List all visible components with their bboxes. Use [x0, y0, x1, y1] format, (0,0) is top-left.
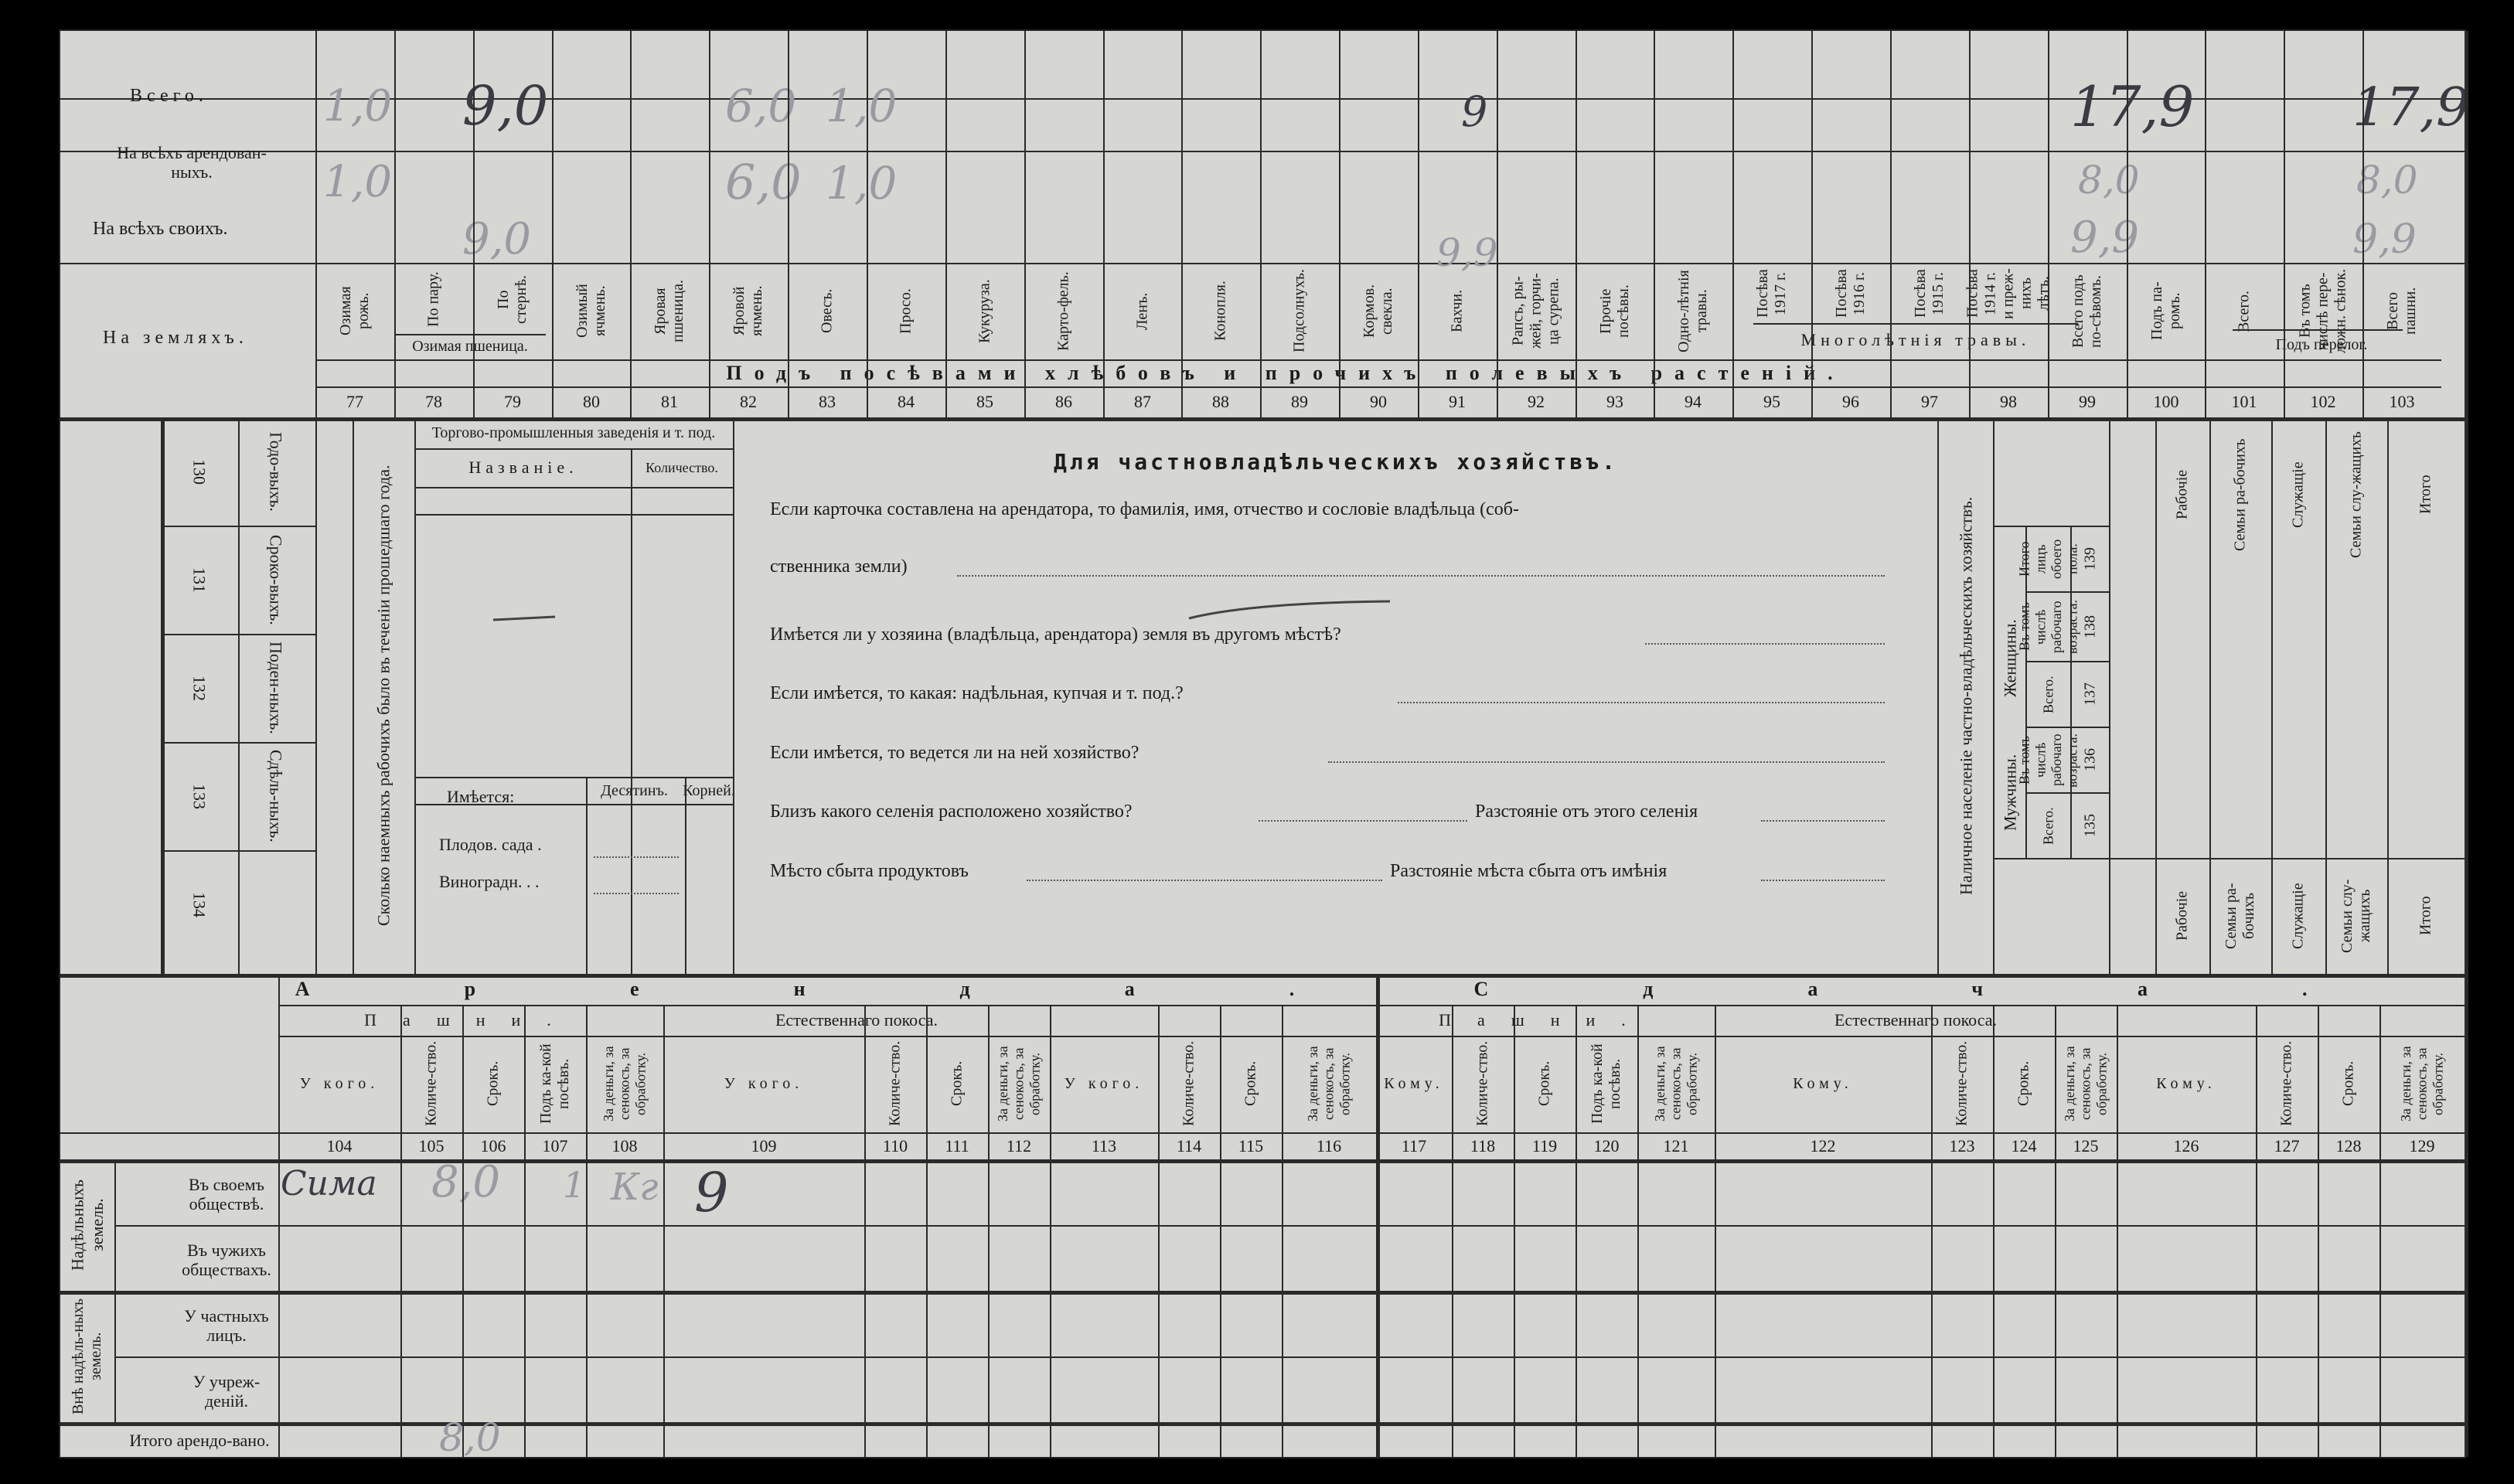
lease-num-12: 116	[1316, 1136, 1342, 1156]
trade-title: Торгово-промышленныя заведенія и т. под.	[431, 424, 716, 441]
hw-rent-3: 1	[563, 1164, 586, 1206]
census-card	[60, 31, 2470, 1460]
crop-divider	[1339, 31, 1340, 417]
lease-group-divider	[2117, 1005, 2118, 1036]
men-working-label: Въ томъ числѣ рабочаго возраста.	[2016, 733, 2080, 788]
crop-col-0: Озимая рожь.	[337, 286, 372, 336]
lease-divider	[1514, 1005, 1515, 1457]
lease-num-23: 127	[2274, 1136, 2300, 1156]
crop-divider	[2127, 31, 2128, 417]
lease-head-7: Срокъ.	[948, 1060, 966, 1107]
hw-total-7: 17,9	[2352, 77, 2470, 138]
pen-strokes	[478, 587, 1715, 634]
lease-head-21: За деньги, за сенокосъ, за обработку.	[2061, 1046, 2110, 1122]
vineyard-label: Виноградн. . .	[439, 872, 540, 891]
crop-divider	[709, 31, 710, 417]
lease-divider	[586, 1005, 588, 1457]
mid-label-1: Сроко-выхъ.	[266, 534, 286, 625]
crop-col-25: Въ томъ числѣ пере-ложн. сѣнок.	[2296, 268, 2349, 354]
lease-divider	[1452, 1005, 1453, 1457]
hw-rented-4: 8,0	[2078, 158, 2140, 203]
hw-own-3: 9,9	[2070, 213, 2140, 263]
private-line3: Имѣется ли у хозяина (владѣльца, арендатора) земля въ другомъ мѣстѣ?	[770, 625, 1341, 645]
pop-col-bot-2: Служащіе	[2289, 883, 2307, 949]
crop-col-16: Прочіе посѣвы.	[1597, 284, 1632, 338]
mid-num-3: 133	[189, 783, 210, 809]
lease-head-6: Количе-ство.	[886, 1040, 904, 1127]
lease-num-6: 110	[882, 1136, 908, 1156]
crop-divider	[1103, 31, 1105, 417]
lease-head-25: За деньги, за сенокосъ, за обработку.	[2397, 1046, 2446, 1122]
crop-num-21: 98	[2000, 392, 2017, 412]
crop-col-2: По стернѣ.	[495, 274, 530, 325]
crop-num-23: 100	[2153, 392, 2179, 412]
crop-num-20: 97	[1921, 392, 1938, 412]
lease-divider	[663, 1005, 665, 1457]
mid-divider	[238, 417, 240, 974]
roots-label: Корней.	[683, 781, 735, 799]
pop-col-top-1: Семьи ра-бочихъ	[2231, 438, 2249, 551]
crop-col-7: Просо.	[897, 288, 915, 334]
row-other-society: Въ чужихъ обществахъ.	[182, 1240, 271, 1279]
hw-own-2: 9,9	[1436, 230, 1498, 275]
crop-num-25: 102	[2310, 392, 2336, 412]
crop-num-13: 90	[1370, 392, 1387, 412]
private-line4: Если имѣется, то какая: надѣльная, купчая и т. под.?	[770, 683, 1184, 703]
itogo-both-label: Итого лицъ обоего пола.	[2016, 539, 2080, 580]
lease-num-10: 114	[1176, 1136, 1202, 1156]
lease-head-20: Срокъ.	[2015, 1060, 2032, 1107]
fallow-group: Подъ перелог.	[2275, 335, 2368, 353]
crop-num-2: 79	[504, 392, 521, 412]
nadel-label: Надѣльныхъ земель.	[67, 1179, 107, 1271]
hw-rent-2: 8,0	[431, 1157, 501, 1207]
has-label: Имѣется:	[447, 787, 515, 806]
crop-col-24: Всего.	[2235, 290, 2253, 332]
row-institutions: У учреж-деній.	[192, 1371, 261, 1411]
lease-head-11: Срокъ.	[1242, 1060, 1259, 1107]
lease-head-24: Срокъ.	[2339, 1060, 2357, 1107]
lease-divider	[1637, 1005, 1639, 1457]
crop-divider	[394, 31, 396, 417]
lease-divider	[2256, 1005, 2257, 1457]
mid-num-4: 134	[189, 891, 210, 917]
lease-head-2: Срокъ.	[484, 1060, 502, 1107]
lease-divider	[1993, 1005, 1995, 1457]
hw-own-4: 9,9	[2352, 216, 2417, 263]
lease-head-12: За деньги, за сенокосъ, за обработку.	[1304, 1046, 1353, 1122]
private-line5: Если имѣется, то ведется ли на ней хозяйство?	[770, 743, 1139, 763]
hw-rented-1: 1,0	[323, 157, 393, 207]
pop-col-bot-1: Семьи ра-бочихъ	[2223, 883, 2257, 949]
lease-divider	[2117, 1005, 2118, 1457]
women-working-label: Въ томъ числѣ рабочаго возраста.	[2016, 599, 2080, 655]
lease-num-5: 109	[751, 1136, 777, 1156]
crop-num-12: 89	[1291, 392, 1308, 412]
private-line1: Если карточка составлена на арендатора, то фамилія, имя, отчество и сословіе владѣльца (соб-	[770, 499, 1520, 519]
lease-divider	[1050, 1005, 1051, 1457]
row-private-persons: У частныхъ лицъ.	[184, 1305, 269, 1345]
hw-total-4: 1,0	[826, 80, 898, 132]
crop-num-8: 85	[976, 392, 993, 412]
crop-divider	[552, 31, 554, 417]
crop-num-4: 81	[661, 392, 678, 412]
lease-head-10: Количе-ство.	[1180, 1040, 1197, 1127]
hw-rent-5: 9	[694, 1161, 729, 1224]
lease-group-divider	[1050, 1005, 1051, 1036]
mid-num-1: 131	[189, 567, 210, 593]
crop-divider	[1654, 31, 1655, 417]
private-line6a: Близъ какого селенія расположено хозяйство?	[770, 802, 1133, 822]
lease-head-14: Количе-ство.	[1473, 1040, 1491, 1127]
sdacha-banner: Сдача.	[1473, 978, 2462, 1001]
crop-num-19: 96	[1842, 392, 1859, 412]
crop-divider	[867, 31, 868, 417]
lease-num-20: 124	[2011, 1136, 2037, 1156]
lease-num-9: 113	[1091, 1136, 1117, 1156]
hw-total-5: 9	[1461, 87, 1488, 136]
crop-num-15: 92	[1528, 392, 1545, 412]
crop-divider	[1576, 31, 1577, 417]
crop-num-5: 82	[740, 392, 757, 412]
mid-label-3: Сдѣль-ныхъ.	[266, 750, 286, 842]
crop-num-11: 88	[1212, 392, 1229, 412]
crop-col-19: Посѣва 1916 г.	[1833, 269, 1868, 318]
crop-col-11: Конопля.	[1211, 281, 1229, 342]
lease-divider	[988, 1005, 990, 1457]
lease-group-1: Естественнаго покоса.	[775, 1010, 938, 1030]
population-title: Наличное населеніе частно-владѣльческихъ хозяйствъ.	[1956, 496, 1976, 895]
crop-divider	[2284, 31, 2285, 417]
lease-divider	[864, 1005, 866, 1457]
lease-group-2: Пашни.	[1439, 1010, 1652, 1030]
crop-num-14: 91	[1449, 392, 1466, 412]
crop-divider	[1260, 31, 1262, 417]
crop-col-4: Яровая пшеница.	[652, 280, 686, 342]
lease-head-4: За деньги, за сенокосъ, за обработку.	[600, 1046, 649, 1122]
hw-total-2: 9,0	[462, 74, 549, 138]
hired-workers-title: Сколько наемныхъ рабочихъ было въ теченіи прошедшаго года.	[373, 465, 393, 927]
crop-col-10: Ленъ.	[1133, 292, 1151, 330]
hw-rented-5: 8,0	[2356, 158, 2418, 203]
crop-num-18: 95	[1763, 392, 1780, 412]
perennial-group: Многолѣтнія травы.	[1800, 330, 2031, 350]
lease-head-17: За деньги, за сенокосъ, за обработку.	[1651, 1046, 1700, 1122]
lease-num-2: 106	[480, 1136, 506, 1156]
hw-rented-3: 1,0	[826, 157, 898, 209]
crop-col-23: Подъ па-ромъ.	[2148, 281, 2183, 341]
crop-col-14: Бахчи.	[1448, 289, 1466, 333]
row-total-label: Всего.	[130, 86, 208, 106]
row-total-rented: Итого арендо-вано.	[129, 1431, 270, 1451]
crop-num-9: 86	[1055, 392, 1072, 412]
num-135: 135	[2081, 814, 2099, 838]
crop-col-3: Озимый ячмень.	[574, 284, 608, 339]
lease-divider	[2318, 1005, 2319, 1457]
crop-divider	[1024, 31, 1026, 417]
winter-wheat-group: Озимая пшеница.	[412, 337, 528, 355]
crop-divider	[2048, 31, 2049, 417]
pop-col-top-3: Семьи слу-жащихъ	[2347, 431, 2365, 558]
private-line2: ственника земли)	[770, 556, 908, 577]
crop-col-12: Подсолнухъ.	[1290, 269, 1308, 353]
lease-num-24: 128	[2335, 1136, 2362, 1156]
lease-num-21: 125	[2073, 1136, 2099, 1156]
crop-divider	[945, 31, 947, 417]
hw-total-6: 17,9	[2070, 74, 2195, 139]
pop-col-top-0: Рабочіе	[2173, 469, 2191, 520]
crop-divider	[1497, 31, 1498, 417]
hw-total-3: 6,0	[725, 80, 797, 132]
hw-rent-4: Кг	[611, 1166, 659, 1209]
lease-num-0: 104	[326, 1136, 353, 1156]
crop-divider	[1811, 31, 1813, 417]
lease-num-7: 111	[945, 1136, 969, 1156]
mid-num-0: 130	[189, 458, 210, 485]
row-lands-label: На земляхъ.	[103, 328, 248, 348]
lease-num-13: 117	[1401, 1136, 1427, 1156]
garden-label: Плодов. сада .	[439, 835, 542, 854]
lease-head-15: Срокъ.	[1535, 1060, 1553, 1107]
lease-head-22: Кому.	[2156, 1074, 2216, 1092]
crop-num-26: 103	[2389, 392, 2415, 412]
num-138: 138	[2081, 615, 2099, 638]
lease-divider	[2055, 1005, 2056, 1457]
crop-col-1: По пару.	[424, 271, 442, 328]
lease-head-19: Количе-ство.	[1953, 1040, 1971, 1127]
crop-divider	[1732, 31, 1734, 417]
lease-head-16: Подъ ка-кой посѣвъ.	[1589, 1043, 1623, 1124]
arenda-banner: Аренда.	[295, 978, 1449, 1001]
lease-divider	[524, 1005, 526, 1457]
hw-total-1: 1,0	[323, 81, 393, 131]
lease-head-9: У кого.	[1064, 1074, 1144, 1092]
crop-divider	[788, 31, 789, 417]
lease-head-0: У кого.	[299, 1074, 380, 1092]
lease-group-divider	[663, 1005, 665, 1036]
hw-own-1: 9,0	[462, 214, 532, 264]
crop-num-7: 84	[898, 392, 915, 412]
hw-rent-total: 8,0	[439, 1415, 501, 1460]
crop-divider	[1418, 31, 1419, 417]
crop-num-17: 94	[1685, 392, 1702, 412]
lease-num-19: 123	[1949, 1136, 1975, 1156]
num-137: 137	[2081, 682, 2099, 706]
vne-nadel-label: Внѣ надѣль-ныхъ земель.	[70, 1298, 104, 1414]
lease-group-3: Естественнаго покоса.	[1834, 1010, 1997, 1030]
crop-num-22: 99	[2079, 392, 2096, 412]
crop-divider	[2362, 31, 2364, 417]
lease-divider	[1931, 1005, 1933, 1457]
crop-col-21: Посѣва 1914 г. и преж-нихъ лѣтъ.	[1964, 268, 2052, 319]
num-136: 136	[2081, 748, 2099, 772]
crop-divider	[2205, 31, 2206, 417]
lease-divider	[926, 1005, 928, 1457]
men-total-label: Всего.	[2040, 807, 2056, 845]
crop-col-22: Всего подъ по-сѣвомъ.	[2069, 274, 2104, 348]
crop-divider	[1969, 31, 1971, 417]
crop-col-13: Кормов. свекла.	[1361, 284, 1395, 339]
crop-num-24: 101	[2231, 392, 2257, 412]
crop-num-6: 83	[819, 392, 836, 412]
num-139: 139	[2081, 547, 2099, 571]
lease-num-22: 126	[2173, 1136, 2199, 1156]
crop-col-17: Одно-лѣтнія травы.	[1675, 270, 1710, 352]
pop-col-bot-4: Итого	[2417, 896, 2434, 936]
lease-num-18: 122	[1810, 1136, 1836, 1156]
crop-col-20: Посѣва 1915 г.	[1912, 269, 1947, 318]
lease-head-23: Количе-ство.	[2277, 1040, 2295, 1127]
mid-label-4	[238, 850, 314, 958]
crop-col-18: Посѣва 1917 г.	[1754, 269, 1789, 318]
lease-divider	[462, 1005, 464, 1457]
lease-num-3: 107	[542, 1136, 568, 1156]
lease-divider	[400, 1005, 402, 1457]
mid-num-2: 132	[189, 675, 210, 701]
lease-head-1: Количе-ство.	[422, 1040, 440, 1127]
lease-num-15: 119	[1531, 1136, 1558, 1156]
pop-col-top-2: Служащіе	[2289, 461, 2307, 528]
lease-divider	[1220, 1005, 1221, 1457]
trade-count-label: Количество.	[646, 459, 718, 475]
lease-num-17: 121	[1663, 1136, 1689, 1156]
crop-num-0: 77	[346, 392, 363, 412]
crop-num-1: 78	[425, 392, 442, 412]
crop-col-15: Рапсъ, ры-жей, горчи-ца сурепа.	[1509, 273, 1562, 349]
crop-col-8: Кукуруза.	[976, 279, 993, 343]
lease-divider	[1576, 1005, 1577, 1457]
lease-head-5: У кого.	[724, 1074, 804, 1092]
lease-head-8: За деньги, за сенокосъ, за обработку.	[994, 1046, 1043, 1122]
private-title: Для частновладѣльческихъ хозяйствъ.	[1053, 448, 1618, 475]
hw-rented-2: 6,0	[725, 154, 802, 210]
lease-divider	[1715, 1005, 1716, 1457]
lease-group-0: Пашни.	[364, 1010, 577, 1030]
crop-divider	[1890, 31, 1892, 417]
mid-label-2: Поден-ныхъ.	[266, 642, 286, 734]
crop-col-6: Овесъ.	[818, 288, 836, 334]
row-own-society: Въ своемъ обществѣ.	[189, 1174, 264, 1213]
lease-head-18: Кому.	[1793, 1074, 1853, 1092]
crop-num-3: 80	[583, 392, 600, 412]
lease-num-1: 105	[418, 1136, 445, 1156]
women-total-label: Всего.	[2040, 676, 2056, 713]
private-line6b: Разстояніе отъ этого селенія	[1475, 802, 1698, 822]
pop-col-bot-0: Рабочіе	[2173, 890, 2191, 941]
lease-num-14: 118	[1470, 1136, 1496, 1156]
crop-num-16: 93	[1606, 392, 1623, 412]
mid-label-0: Годо-выхъ.	[266, 431, 286, 512]
pop-col-top-4: Итого	[2417, 475, 2434, 515]
lease-head-13: Кому.	[1384, 1074, 1444, 1092]
lease-num-25: 129	[2409, 1136, 2435, 1156]
lease-divider	[2379, 1005, 2381, 1457]
lease-group-divider	[1715, 1005, 1716, 1036]
pop-col-bot-3: Семьи слу-жащихъ	[2339, 879, 2373, 953]
crop-divider	[473, 31, 475, 417]
women-label: Женщины.	[2000, 619, 2020, 698]
lease-divider	[1282, 1005, 1283, 1457]
men-label: Мужчины.	[2000, 754, 2020, 831]
row-own-label: На всѣхъ своихъ.	[93, 219, 228, 239]
lease-divider	[1158, 1005, 1160, 1457]
crop-col-9: Карто-фель.	[1054, 271, 1072, 351]
lease-num-8: 112	[1006, 1136, 1032, 1156]
crop-divider	[630, 31, 632, 417]
private-line7a: Мѣсто сбыта продуктовъ	[770, 861, 969, 881]
lease-num-16: 120	[1593, 1136, 1620, 1156]
crop-divider	[1181, 31, 1183, 417]
crop-col-5: Яровой ячмень.	[731, 285, 765, 337]
private-line7b: Разстояніе мѣста сбыта отъ имѣнія	[1390, 861, 1667, 881]
lease-num-11: 115	[1238, 1136, 1264, 1156]
lease-num-4: 108	[611, 1136, 638, 1156]
lease-head-3: Подъ ка-кой посѣвъ.	[537, 1043, 572, 1124]
crop-num-10: 87	[1134, 392, 1151, 412]
desyatin-label: Десятинъ.	[601, 781, 668, 799]
trade-name-label: Названіе.	[468, 458, 578, 478]
crop-col-26: Всего пашни.	[2384, 287, 2419, 335]
row-rented-label: На всѣхъ арендован- ныхъ.	[117, 142, 267, 182]
hw-rent-1: Сима	[281, 1164, 377, 1203]
crops-banner: Подъ посѣвами хлѣбовъ и прочихъ полевыхъ растеній.	[726, 362, 1845, 385]
